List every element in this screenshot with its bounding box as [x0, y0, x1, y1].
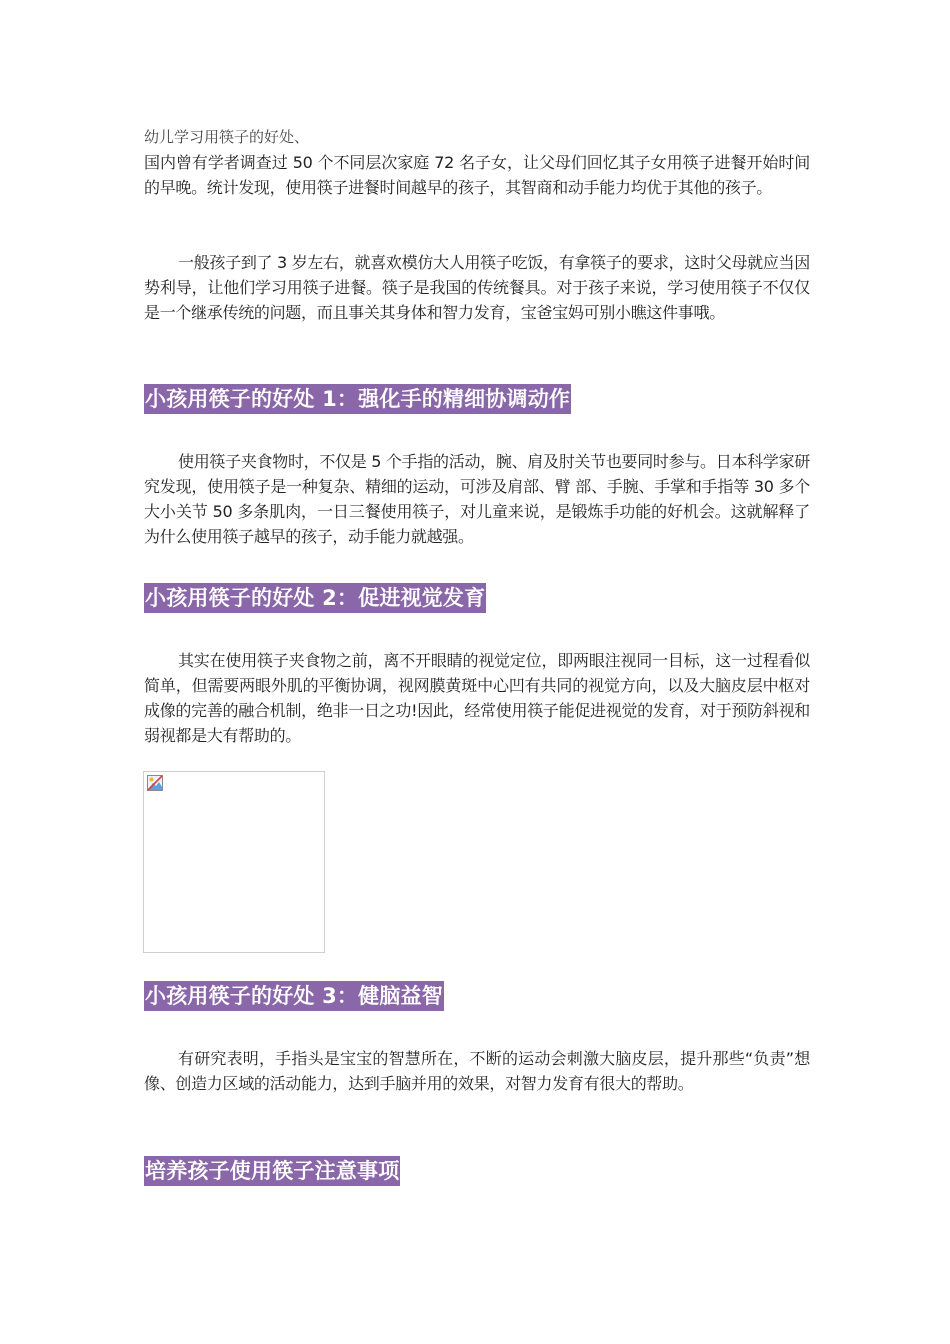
section-heading-2: 小孩用筷子的好处 2：促进视觉发育	[144, 583, 486, 613]
section-2-paragraph: 其实在使用筷子夹食物之前，离不开眼睛的视觉定位，即两眼注视同一目标，这一过程看似简单，但需要两眼外肌的平衡协调，视网膜黄斑中心凹有共同的视觉方向，以及大脑皮层中枢对成像的完善的融合机制，绝非一日之功!因此，经常使用筷子能促进视觉的发育，对于预防斜视和弱视都是大有帮助的。	[144, 651, 810, 745]
document-title: 幼儿学习用筷子的好处、	[144, 128, 310, 146]
broken-image-icon	[147, 775, 163, 791]
intro-paragraph: 一般孩子到了 3 岁左右，就喜欢模仿大人用筷子吃饭，有拿筷子的要求，这时父母就应当因势利导，让他们学习用筷子进餐。筷子是我国的传统餐具。对于孩子来说，学习使用筷子不仅仅是一个继承传统的问题，而且事关其身体和智力发育，宝爸宝妈可别小瞧这件事哦。	[144, 253, 810, 322]
section-heading-1: 小孩用筷子的好处 1：强化手的精细协调动作	[144, 384, 571, 414]
intro-paragraph: 国内曾有学者调查过 50 个不同层次家庭 72 名子女，让父母们回忆其子女用筷子进餐开始时间的早晚。统计发现，使用筷子进餐时间越早的孩子，其智商和动手能力均优于其他的孩子。	[144, 153, 810, 197]
section-heading-3: 小孩用筷子的好处 3：健脑益智	[144, 981, 444, 1011]
embedded-image-placeholder	[143, 771, 325, 953]
section-1-paragraph: 使用筷子夹食物时，不仅是 5 个手指的活动，腕、肩及肘关节也要同时参与。日本科学家研究发现，使用筷子是一种复杂、精细的运动，可涉及肩部、臂 部、手腕、手掌和手指等 30 多个大小关节 50 多条肌肉，一日三餐使用筷子，对儿童来说，是锻炼手功能的好机会。这就解释了为什么使用筷子越早的孩子，动手能力就越强。	[144, 452, 810, 546]
section-heading-4: 培养孩子使用筷子注意事项	[144, 1156, 400, 1186]
section-3-paragraph: 有研究表明，手指头是宝宝的智慧所在，不断的运动会刺激大脑皮层，提升那些“负责”想像、创造力区域的活动能力，达到手脑并用的效果，对智力发育有很大的帮助。	[144, 1049, 810, 1093]
